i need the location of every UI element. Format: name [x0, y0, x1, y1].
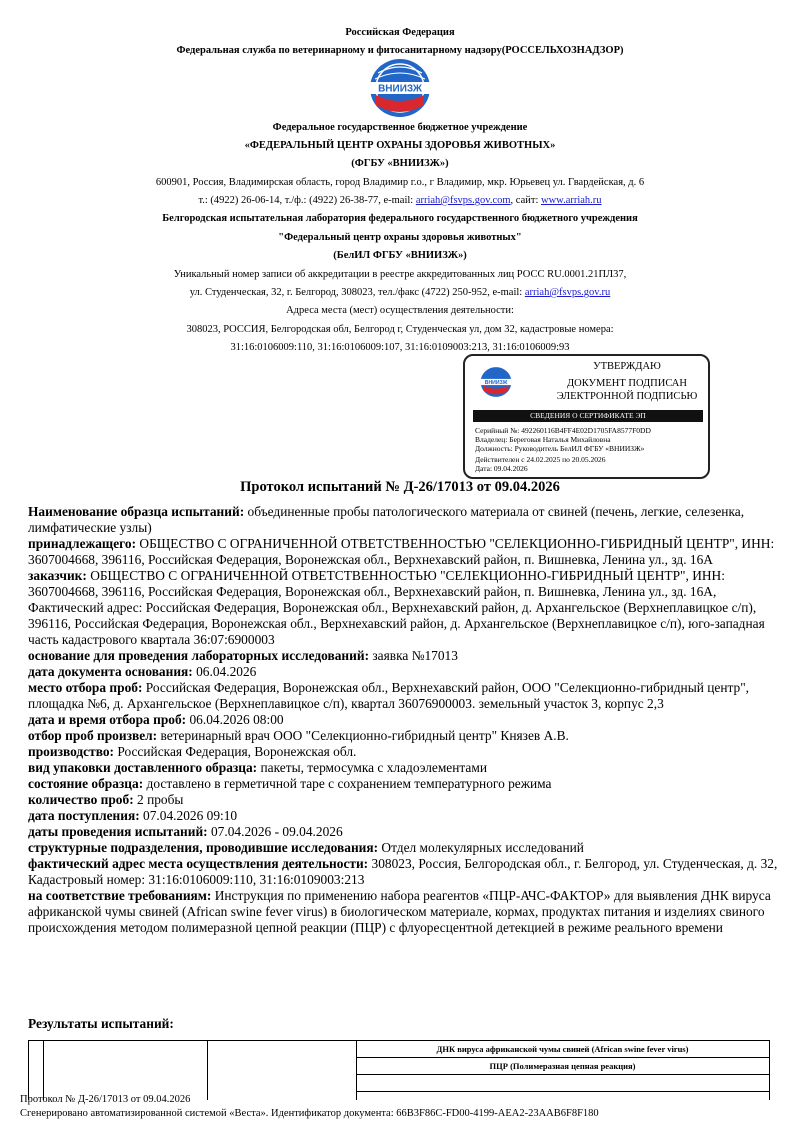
stamp-logo-icon: [477, 366, 515, 398]
header-lab-center: "Федеральный центр охраны здоровья животных": [278, 232, 522, 243]
stamp-signed: ДОКУМЕНТ ПОДПИСАН: [567, 378, 687, 389]
header-lab-address: ул. Студенческая, 32, г. Белгород, 308023, тел./факс (4722) 250-952, e-mail: arriah@fsvps.gov.ru: [189, 287, 611, 298]
field-sample-count: количество проб: 2 пробы: [28, 792, 184, 807]
field-basis-date: дата документа основания: 06.04.2026: [28, 664, 257, 679]
table-header-target: ДНК вируса африканской чумы свиней (African swine fever virus): [356, 1041, 769, 1058]
stamp-date: Дата: 09.04.2026: [475, 464, 528, 473]
field-department: структурные подразделения, проводившие исследования: Отдел молекулярных исследований: [28, 840, 584, 855]
header-accreditation: Уникальный номер записи об аккредитации в реестре аккредитованных лиц РОСС RU.0001.21ПЛ37,: [173, 269, 627, 280]
header-address: 600901, Россия, Владимирская область, город Владимир г.о., г Владимир, мкр. Юрьевец ул. Гвардейская, д. 6: [155, 177, 645, 188]
field-owner: принадлежащего: ОБЩЕСТВО С ОГРАНИЧЕННОЙ ОТВЕТСТВЕННОСТЬЮ "СЕЛЕКЦИОННО-ГИБРИДНЫЙ ЦЕНТР", ИНН: 3607004668, 396116, Российская Федерация, Воронежская обл., Верхнехавский район, п. Вишневка, Ленина ул., зд. 16А: [28, 536, 775, 567]
field-sampling-place: место отбора проб: Российская Федерация, Воронежская обл., Верхнехавский район, ООО "Селекционно-гибридный центр", площадка №6, д. Архангельское (Верхнеплавицкое с/п), квартал 36076900003. земельный участок 3, корпус 2,3: [28, 680, 750, 711]
field-test-dates: даты проведения испытаний: 07.04.2026 - 09.04.2026: [28, 824, 343, 839]
header-institution-name: «ФЕДЕРАЛЬНЫЙ ЦЕНТР ОХРАНЫ ЗДОРОВЬЯ ЖИВОТНЫХ»: [244, 140, 556, 151]
stamp-position: Должность: Руководитель БелИЛ ФГБУ «ВНИИЗЖ»: [475, 444, 645, 453]
stamp-serial: Серийный №: 492260116B4FF4E02D1705FA8577F0DD: [475, 426, 651, 435]
header-lab-abbr: (БелИЛ ФГБУ «ВНИИЗЖ»): [333, 250, 467, 261]
svg-text:ВНИИЗЖ: ВНИИЗЖ: [484, 379, 508, 386]
field-received-date: дата поступления: 07.04.2026 09:10: [28, 808, 238, 823]
email-link[interactable]: arriah@fsvps.gov.com: [415, 195, 511, 206]
lab-email-link[interactable]: arriah@fsvps.gov.ru: [524, 287, 611, 298]
field-basis: основание для проведения лабораторных исследований: заявка №17013: [28, 648, 458, 663]
stamp-approve: УТВЕРЖДАЮ: [593, 361, 661, 372]
stamp-owner: Владелец: Береговая Наталья Михайловна: [475, 435, 611, 444]
field-sampled-by: отбор проб произвел: ветеринарный врач ООО "Селекционно-гибридный центр" Князев А.В.: [28, 728, 569, 743]
protocol-title: Протокол испытаний № Д-26/17013 от 09.04.2026: [240, 479, 560, 495]
footer-generated: Сгенерировано автоматизированной системой «Веста». Идентификатор документа: 66B3F86C-FD00-4199-AEA2-23AAB6F8F180: [20, 1108, 599, 1119]
stamp-cert-header: СВЕДЕНИЯ О СЕРТИФИКАТЕ ЭП: [473, 410, 703, 422]
e-signature-stamp: [463, 354, 710, 479]
field-packaging: вид упаковки доставленного образца: пакеты, термосумка с хладоэлементами: [28, 760, 488, 775]
field-sampling-datetime: дата и время отбора проб: 06.04.2026 08:00: [28, 712, 284, 727]
header-locations-label: Адреса места (мест) осуществления деятельности:: [286, 305, 514, 316]
header-locations: 308023, РОССИЯ, Белгородская обл, Белгород г, Студенческая ул, дом 32, кадастровые номера:: [186, 324, 614, 335]
field-condition: состояние образца: доставлено в герметичной таре с сохранением температурного режима: [28, 776, 552, 791]
field-production: производство: Российская Федерация, Воронежская обл.: [28, 744, 357, 759]
table-header-method: ПЦР (Полимеразная цепная реакция): [356, 1058, 769, 1075]
website-link[interactable]: www.arriah.ru: [541, 195, 602, 206]
table-divider: [43, 1041, 44, 1100]
header-cadastral: 31:16:0106009:110, 31:16:0106009:107, 31:16:0109003:213, 31:16:0106009:93: [230, 342, 570, 353]
stamp-validity: Действителен с 24.02.2025 по 20.05.2026: [475, 455, 606, 464]
header-institution-type: Федеральное государственное бюджетное учреждение: [272, 122, 528, 133]
field-requirements: на соответствие требованиям: Инструкция по применению набора реагентов «ПЦР-АЧС-ФАКТОР» для выявления ДНК вируса африканской чумы свиней (African swine fever virus) в биологическом материале, кормах, продуктах питания и изделиях свиного происхождения методом полимеразной цепной реакции (ПЦР) с флуоресцентной детекцией в режиме реального времени: [28, 888, 771, 935]
header-contacts: т.: (4922) 26-06-14, т./ф.: (4922) 26-38-77, e-mail: arriah@fsvps.gov.com, сайт: www.arriah.ru: [198, 195, 602, 206]
header-lab: Белгородская испытательная лаборатория федерального государственного бюджетного учреждения: [162, 213, 638, 224]
field-actual-address: фактический адрес места осуществления деятельности: 308023, Россия, Белгородская обл., г. Белгород, ул. Студенческая, д. 32, Кадастровый номер: 31:16:0106009:110, 31:16:0109003:213: [28, 856, 778, 887]
field-customer: заказчик: ОБЩЕСТВО С ОГРАНИЧЕННОЙ ОТВЕТСТВЕННОСТЬЮ "СЕЛЕКЦИОННО-ГИБРИДНЫЙ ЦЕНТР", ИНН: 3607004668, 396116, Российская Федерация, Воронежская обл., Верхнехавский район, п. Вишневка, Ленина ул., зд. 16А, Фактический адрес: Российская Федерация, Воронежская обл., Верхнехавский район, д. Архангельское (Верхнеплавицкое с/п), 396116, Российская Федерация, Воронежская обл., Верхнехавский район, д. Архангельское (Верхнеплавицкое с/п), юго-западная часть кадастрового квартала 36:07:6900003: [28, 568, 765, 647]
header-agency: Федеральная служба по ветеринарному и фитосанитарному надзору(РОССЕЛЬХОЗНАДЗОР): [176, 45, 624, 56]
stamp-signed-electronic: ЭЛЕКТРОННОЙ ПОДПИСЬЮ: [556, 391, 698, 402]
logo-text: ВНИИЗЖ: [378, 83, 422, 95]
table-header-empty: [356, 1075, 769, 1092]
results-table: [28, 1040, 770, 1100]
vniizzh-logo-icon: [363, 57, 437, 119]
protocol-fields: [28, 504, 778, 936]
field-sample-name: Наименование образца испытаний: объединенные пробы патологического материала от свиней (печень, легкие, селезенка, лимфатические узлы): [28, 504, 745, 535]
header-institution-abbr: (ФГБУ «ВНИИЗЖ»): [351, 158, 449, 169]
header-country: Российская Федерация: [345, 27, 455, 38]
results-heading: Результаты испытаний:: [28, 1016, 174, 1031]
table-divider: [207, 1041, 208, 1100]
footer-protocol: Протокол № Д-26/17013 от 09.04.2026: [20, 1094, 191, 1105]
